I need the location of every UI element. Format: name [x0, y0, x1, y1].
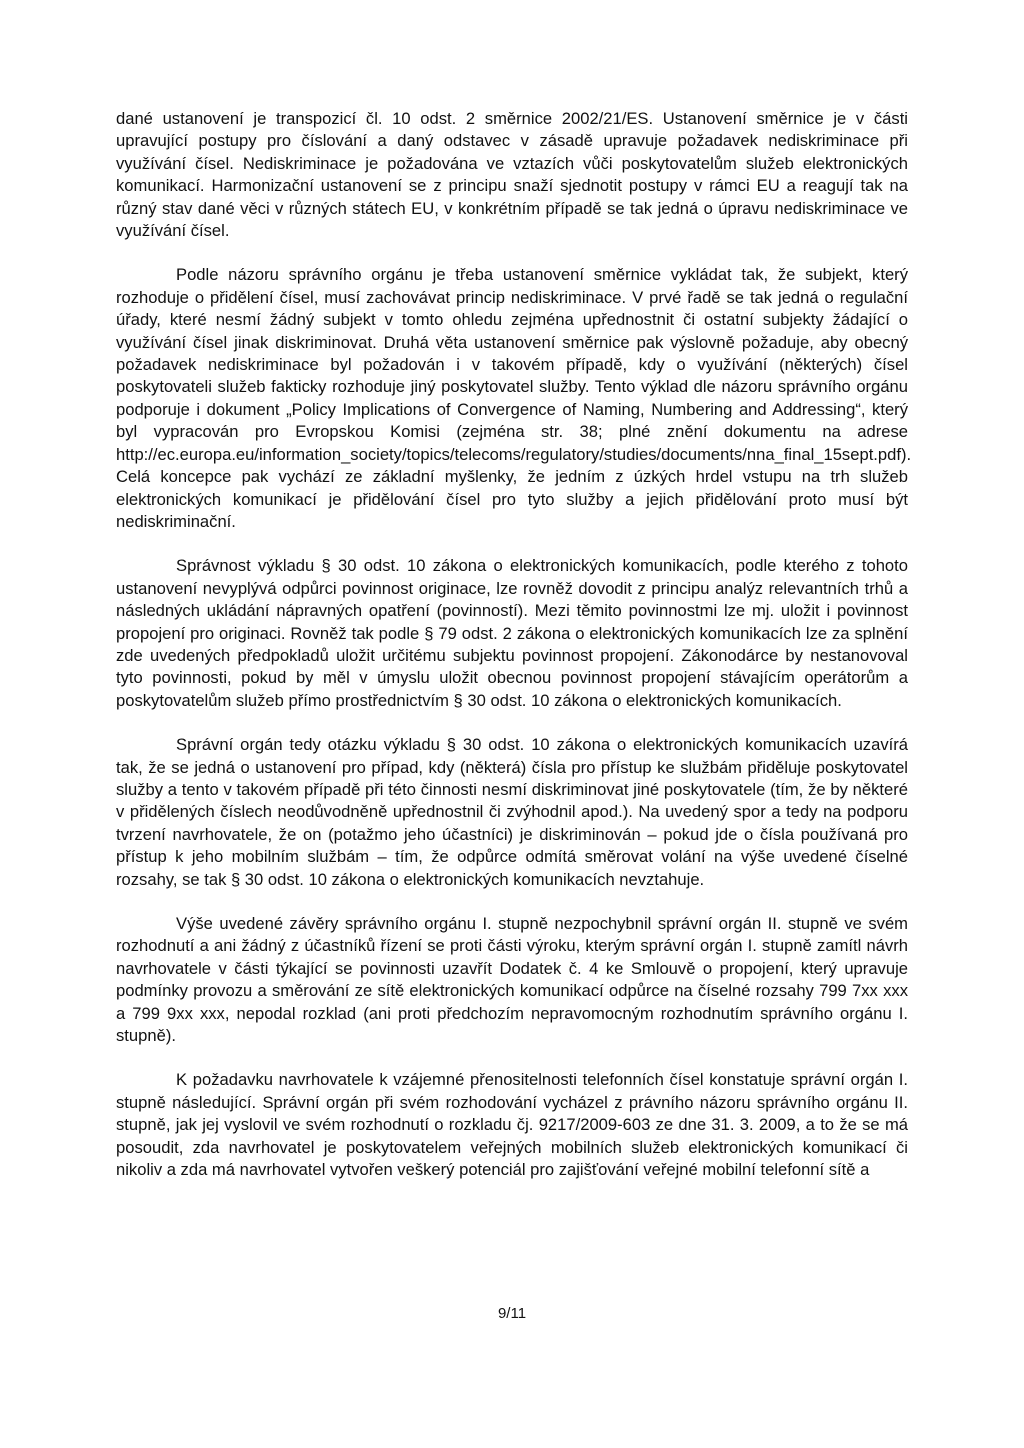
- paragraph-3: Správnost výkladu § 30 odst. 10 zákona o elektronických komunikacích, podle kterého z tohoto ustanovení nevyplývá odpůrci povinnost originace, lze rovněž dovodit z principu analýz relevantních trhů a následných ukládání nápravných opatření (povinností). Mezi těmito povinnostmi lze mj. uložit i povinnost propojení pro originaci. Rovněž tak podle § 79 odst. 2 zákona o elektronických komunikacích lze za splnění zde uvedených předpokladů uložit určitému subjektu povinnost propojení. Zákonodárce by nestanovoval tyto povinnosti, pokud by měl v úmyslu uložit obecnou povinnost propojení stávajícím operátorům a poskytovatelům služeb přímo prostřednictvím § 30 odst. 10 zákona o elektronických komunikacích.: [116, 556, 908, 710]
- paragraph-6: K požadavku navrhovatele k vzájemné přenositelnosti telefonních čísel konstatuje správní orgán I. stupně následující. Správní orgán při svém rozhodování vycházel z právního názoru správního orgánu II. stupně, jak jej vyslovil ve svém rozhodnutí o rozkladu čj. 9217/2009-603 ze dne 31. 3. 2009, a to že se má posoudit, zda navrhovatel je poskytovatelem veřejných mobilních služeb elektronických komunikací či nikoliv a zda má navrhovatel vytvořen veškerý potenciál pro zajišťování veřejné mobilní telefonní sítě a: [116, 1070, 908, 1180]
- paragraph-1: dané ustanovení je transpozicí čl. 10 odst. 2 směrnice 2002/21/ES. Ustanovení směrnice je v části upravující postupy pro číslování a daný odstavec v zásadě upravuje požadavek nediskriminace při využívání čísel. Nediskriminace je požadována ve vztazích vůči poskytovatelům služeb elektronických komunikací. Harmonizační ustanovení se z principu snaží sjednotit postupy v rámci EU a reagují tak na různý stav dané věci v různých státech EU, v konkrétním případě se tak jedná o úpravu nediskriminace ve využívání čísel.: [116, 109, 908, 241]
- paragraph-2: Podle názoru správního orgánu je třeba ustanovení směrnice vykládat tak, že subjekt, který rozhoduje o přidělení čísel, musí zachovávat princip nediskriminace. V prvé řadě se tak jedná o regulační úřady, které nesmí žádný subjekt v tomto ohledu zejména upřednostnit či ostatní subjekty žádající o využívání čísel jinak diskriminovat. Druhá věta ustanovení směrnice pak výslovně požaduje, aby obecný požadavek nediskriminace byl požadován i v takovém případě, kdy o využívání (některých) čísel poskytovateli služeb fakticky rozhoduje jiný poskytovatel služby. Tento výklad dle názoru správního orgánu podporuje i dokument „Policy Implications of Convergence of Naming, Numbering and Addressing“, který byl vypracován pro Evropskou Komisi (zejména str. 38; plné znění dokumentu na adrese http://ec.europa.eu/information_society/topics/telecoms/regulatory/studies/documents/nna_final_15sept.pdf). Celá koncepce pak vychází ze základní myšlenky, že jedním z úzkých hrdel vstupu na trh služeb elektronických komunikací je přidělování čísel pro tyto služby a jejich přidělování proto musí být nediskriminační.: [116, 265, 912, 531]
- paragraph-4: Správní orgán tedy otázku výkladu § 30 odst. 10 zákona o elektronických komunikacích uzavírá tak, že se jedná o ustanovení pro případ, kdy (některá) čísla pro přístup ke službám přiděluje poskytovatel služby a tento v takovém případě při této činnosti nesmí diskriminovat jiné poskytovatele (tím, že by některé v přidělených číslech neodůvodněně upřednostnil či zvýhodnil apod.). Na uvedený spor a tedy na podporu tvrzení navrhovatele, že on (potažmo jeho účastníci) je diskriminován – pokud jde o čísla používaná pro přístup k jeho mobilním službám – tím, že odpůrce odmítá směrovat volání na výše uvedené číselné rozsahy, se tak § 30 odst. 10 zákona o elektronických komunikacích nevztahuje.: [116, 735, 908, 889]
- paragraph-5: Výše uvedené závěry správního orgánu I. stupně nezpochybnil správní orgán II. stupně ve svém rozhodnutí a ani žádný z účastníků řízení se proti části výroku, kterým správní orgán I. stupně zamítl návrh navrhovatele v části týkající se povinnosti uzavřít Dodatek č. 4 ke Smlouvě o propojení, který upravuje podmínky provozu a směrování ze sítě elektronických komunikací odpůrce na číselné rozsahy 799 7xx xxx a 799 9xx xxx, nepodal rozklad (ani proti předchozím nepravomocným rozhodnutím správního orgánu I. stupně).: [116, 914, 908, 1046]
- document-page: [116, 108, 912, 1181]
- page-number: 9/11: [497, 1305, 527, 1322]
